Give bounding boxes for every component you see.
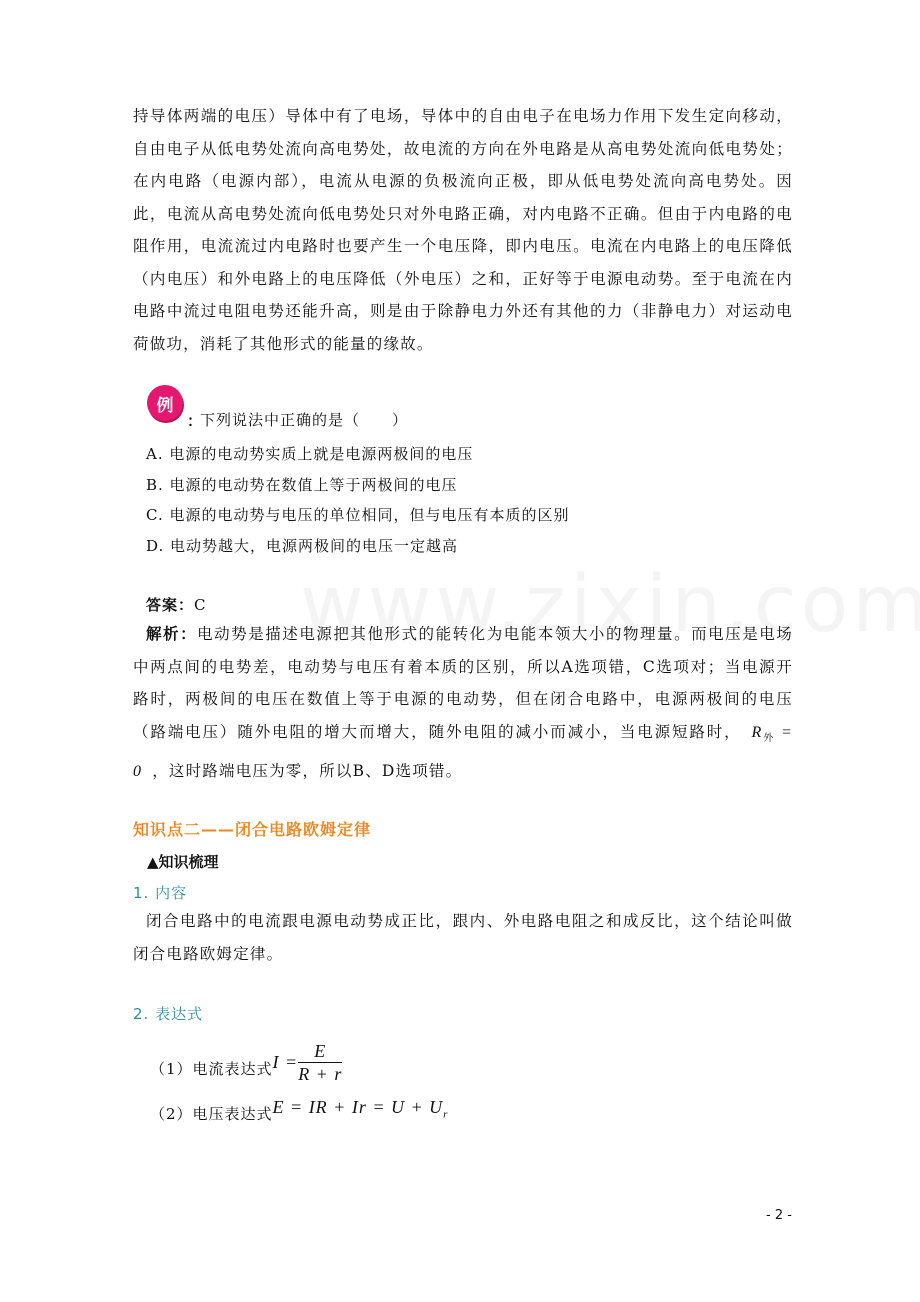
answer-line: [146, 594, 207, 615]
example-colon: ：: [187, 412, 203, 430]
analysis-text-part1: 电动势是描述电源把其他形式的能转化为电能本领大小的物理量。而电压是电场中两点间的电势差，电动势与电压有着本质的区别，所以A选项错，C选项对；当电源开路时，两极间的电压在数值上等于电源的电动势，但在闭合电路中，电源两极间的电压（路端电压）随外电阻的增大而增大，随外电阻的减小而减小，当电源短路时，: [133, 625, 793, 741]
analysis-paragraph: [133, 618, 793, 789]
formula2-row: [150, 1097, 449, 1126]
formula2-label: （2）电压表达式: [150, 1105, 273, 1123]
section-heading: 知识点二——闭合电路欧姆定律: [133, 820, 372, 839]
example-question-stem: 下列说法中正确的是（ ）: [200, 411, 409, 429]
answer-value: C: [194, 596, 207, 614]
short-circuit-formula: $R_外 = 0$: [133, 723, 793, 781]
option-b: B. 电源的电动势在数值上等于两极间的电压: [146, 476, 458, 494]
page-number: - 2 -: [766, 1208, 792, 1223]
item1-text: 闭合电路中的电流跟电源电动势成正比，跟内、外电路电阻之和成反比，这个结论叫做闭合电路欧姆定律。: [133, 912, 793, 963]
formula1-row: [150, 1040, 342, 1085]
option-c: C. 电源的电动势与电压的单位相同，但与电压有本质的区别: [146, 506, 570, 524]
example-badge-icon: 例: [147, 385, 183, 421]
formula1-label: （1）电流表达式: [150, 1060, 273, 1078]
answer-label: 答案：: [146, 596, 195, 614]
item2-title: 2. 表达式: [133, 1005, 204, 1023]
item1-title: 1. 内容: [133, 884, 188, 902]
option-d: D. 电动势越大，电源两极间的电压一定越高: [146, 537, 459, 555]
intro-paragraph: 持导体两端的电压）导体中有了电场，导体中的自由电子在电场力作用下发生定向移动，自由电子从低电势处流向高电势处，故电流的方向在外电路是从高电势处流向低电势处；在内电路（电源内部），电流从电源的负极流向正极，即从低电势处流向高电势处。因此，电流从高电势处流向低电势处只对外电路正确，对内电路不正确。但由于内电路的电阻作用，电流流过内电路时也要产生一个电压降，即内电压。电流在内电路上的电压降低（内电压）和外电路上的电压降低（外电压）之和，正好等于电源电动势。至于电流在内电路中流过电阻电势还能升高，则是由于除静电力外还有其他的力（非静电力）对运动电荷做功，消耗了其他形式的能量的缘故。: [133, 107, 793, 353]
knowledge-subheading: ▲知识梳理: [147, 853, 219, 871]
option-a: A. 电源的电动势实质上就是电源两极间的电压: [146, 445, 474, 463]
analysis-label: 解析：: [146, 624, 198, 643]
analysis-text-part2: ，这时路端电压为零，所以B、D选项错。: [152, 762, 463, 781]
current-formula: I = $\frac{E}{R + r}$: [272, 1041, 343, 1084]
voltage-formula: E = IR + $Ir = U + U_r$: [272, 1097, 449, 1121]
